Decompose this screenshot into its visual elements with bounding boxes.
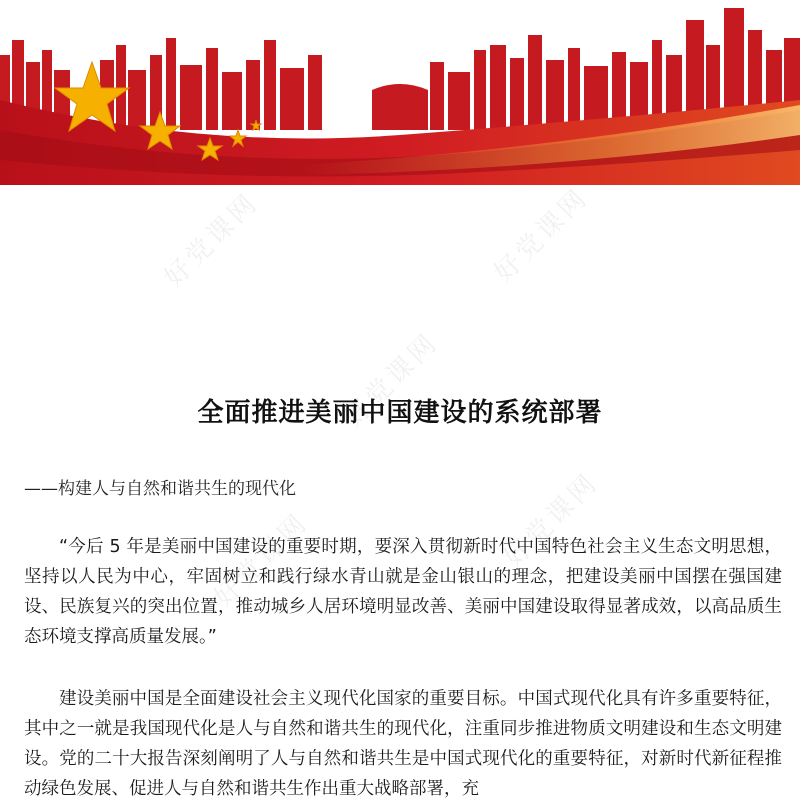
header-banner <box>0 0 800 185</box>
body-paragraph: 建设美丽中国是全面建设社会主义现代化国家的重要目标。中国式现代化具有许多重要特征，其中之一就是我国现代化是人与自然和谐共生的现代化，注重同步推进物质文明建设和生态文明建设。党的二十大报告深刻阐明了人与自然和谐共生是中国式现代化的重要特征，对新时代新征程推动绿色发展、促进人与自然和谐共生作出重大战略部署，充 <box>24 689 782 799</box>
page-title: 全面推进美丽中国建设的系统部署 <box>197 398 603 428</box>
watermark: 好党课网 <box>158 187 265 294</box>
watermark: 好党课网 <box>498 467 605 574</box>
watermark: 好党课网 <box>208 507 315 614</box>
body-paragraph: “今后 5 年是美丽中国建设的重要时期，要深入贯彻新时代中国特色社会主义生态文明思想，坚持以人民为中心，牢固树立和践行绿水青山就是金山银山的理念，把建设美丽中国摆在强国建设、民族复兴的突出位置，推动城乡人居环境明显改善、美丽中国建设取得显著成效，以高品质生态环境支撑高质量发展。” <box>24 537 782 647</box>
watermark: 好党课网 <box>338 327 445 434</box>
watermark: 好党课网 <box>488 182 595 289</box>
page-subtitle: ——构建人与自然和谐共生的现代化 <box>24 479 296 499</box>
city-skyline-banner-graphic <box>0 0 800 185</box>
